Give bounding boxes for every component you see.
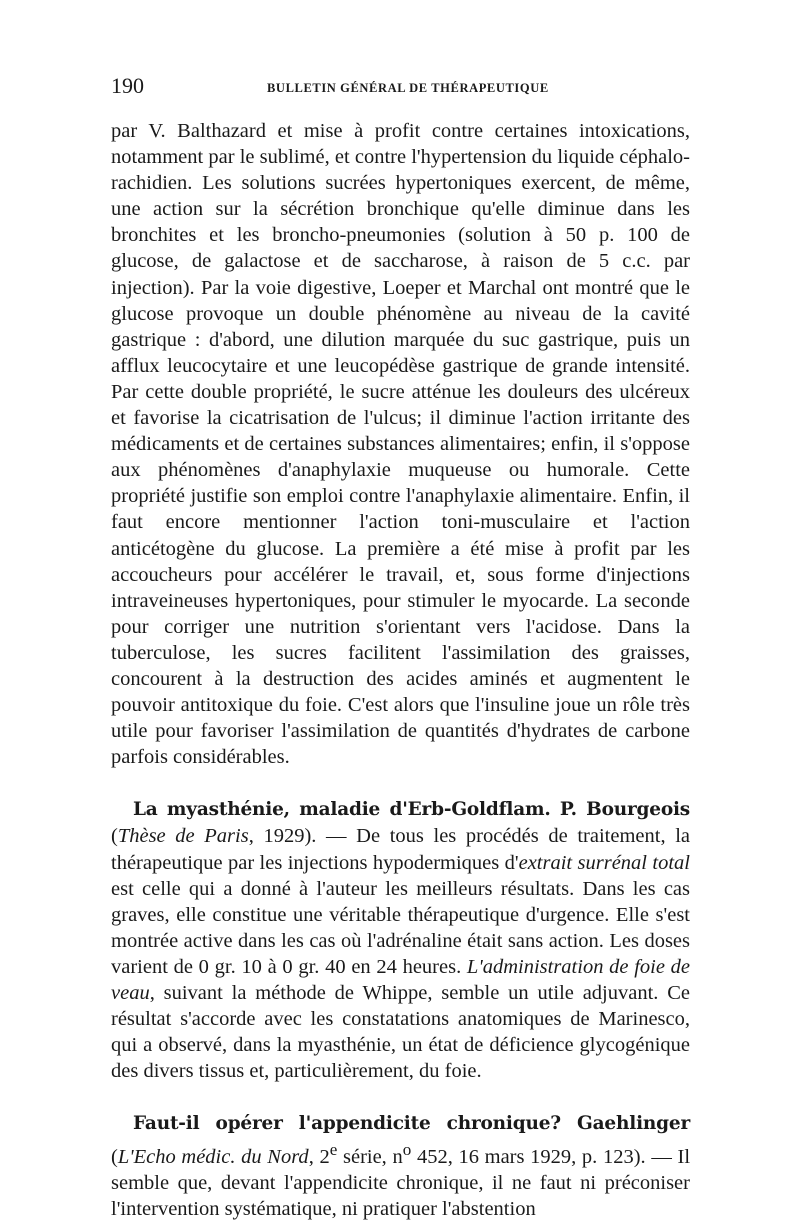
abstract-text: Il semble que, devant l'appendicite chronique, il ne faut ni préconiser l'intervention systématique, ni pratiquer l'abstention <box>111 1146 691 1221</box>
superscript: e <box>329 1140 338 1160</box>
source-close: , 1929). — <box>248 825 347 848</box>
abstract-text: , suivant la méthode de Whippe, semble un utile adjuvant. Ce résultat s'accorde avec les constatations anatomiques de Marinesco, qui a observé, dans la myasthénie, un état de déficience glycogénique des divers tissus et, particulièrement, du foie. <box>111 982 690 1083</box>
superscript: o <box>402 1140 412 1160</box>
running-head <box>111 73 691 101</box>
source-middle: , 2 <box>308 1146 330 1169</box>
abstract-emphasis: L'administration de foie de veau <box>111 955 690 1004</box>
abstract-title: La myasthénie, maladie d'Erb-Goldflam. P. Bourgeois <box>133 799 690 821</box>
abstract-appendicite <box>111 1110 690 1222</box>
abstract-source: L'Echo médic. du Nord <box>117 1146 309 1169</box>
source-open: ( <box>111 825 118 848</box>
abstract-text: De tous les procédés de traitement, la thérapeutique par les injections hypodermiques d' <box>111 825 691 874</box>
continuation-paragraph: par V. Balthazard et mise à profit contre certaines intoxications, notamment par le sublimé, et contre l'hypertension du liquide céphalo-rachidien. Les solutions sucrées hypertoniques exercent, de même, une action sur la sécrétion bronchique qu'elle diminue dans les bronchites et les broncho-pneumonies (solution à 50 p. 100 de glucose, de galactose et de saccharose, à raison de 5 c.c. par injection). Par la voie digestive, Loeper et Marchal ont montré que le glucose provoque un double phénomène au niveau de la cavité gastrique : d'abord, une dilution marquée du suc gastrique, puis un afflux leucocytaire et une leucopédèse gastrique de grande intensité. Par cette double propriété, le sucre atténue les douleurs des ulcéreux et favorise la cicatrisation de l'ulcus; il diminue l'action irritante des médicaments et de certaines substances alimentaires; enfin, il s'oppose aux phénomènes d'anaphylaxie muqueuse ou humorale. Cette propriété justifie son emploi contre l'anaphylaxie alimentaire. Enfin, il faut encore mentionner l'action toni-musculaire et l'action anticétogène du glucose. La première a été mise à profit par les accoucheurs pour accélérer le travail, et, sous forme d'injections intraveineuses hypertoniques, pour stimuler le myocarde. La seconde pour corriger une nutrition s'orientant vers l'acidose. Dans la tuberculose, les sucres facilitent l'assimilation des graisses, concourent à la destruction des acides aminés et augmentent le pouvoir antitoxique du foie. C'est alors que l'insuline joue un rôle très utile pour favoriser l'assimilation de quantités d'hydrates de carbone parfois considérables. <box>111 120 690 769</box>
page-number: 190 <box>111 73 144 98</box>
abstract-text: est celle qui a donné à l'auteur les meilleurs résultats. Dans les cas graves, elle constitue une véritable thérapeutique d'urgence. Elle s'est montrée active dans les cas où l'adrénaline était sans action. Les doses varient de 0 gr. 10 à 0 gr. 40 en 24 heures. <box>111 877 690 978</box>
abstract-myasthenie <box>111 796 690 1084</box>
source-open: ( <box>111 1146 118 1169</box>
source-close: 452, 16 mars 1929, p. 123). — <box>411 1146 672 1169</box>
abstract-emphasis: extrait surrénal total <box>518 851 690 874</box>
source-middle: série, n <box>337 1146 403 1169</box>
body-text <box>111 118 690 1223</box>
abstract-source: Thèse de Paris <box>117 825 249 848</box>
abstract-title: Faut-il opérer l'appendicite chronique? Gaehlinger <box>133 1113 690 1135</box>
journal-title: BULLETIN GÉNÉRAL DE THÉRAPEUTIQUE <box>267 81 549 95</box>
